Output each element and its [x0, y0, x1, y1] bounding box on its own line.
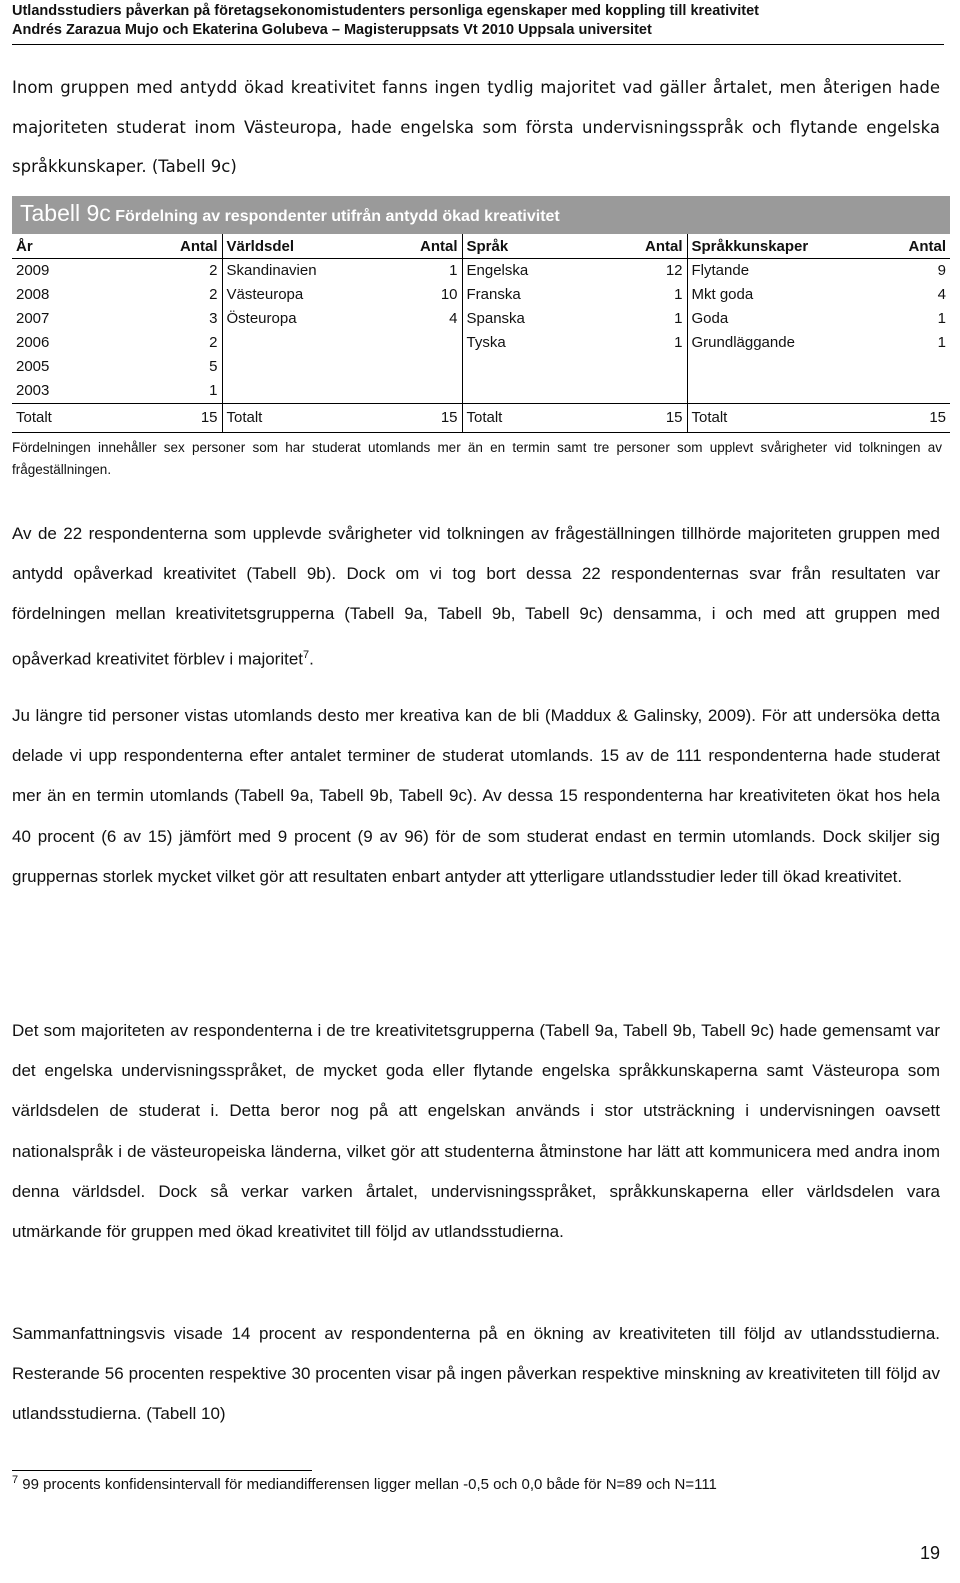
table-cell: 2006 — [16, 334, 50, 351]
header-rule — [12, 44, 944, 45]
table-cell: 9 — [937, 262, 946, 279]
table-cell: 12 — [577, 259, 687, 284]
table-cell: 1 — [577, 331, 687, 355]
total-cell: 15 — [112, 404, 222, 433]
table-cell: 2003 — [16, 382, 50, 399]
total-cell: Totalt — [12, 404, 112, 433]
col-header: Världsdel — [222, 234, 352, 259]
table-cell — [352, 379, 462, 404]
table-cell — [222, 379, 352, 404]
table-cell: 1 — [577, 307, 687, 331]
total-cell: 15 — [352, 404, 462, 433]
table-cell: 1 — [352, 259, 462, 284]
footnote — [12, 1474, 717, 1493]
table-cell: Engelska — [466, 262, 529, 279]
table-cell: Mkt goda — [691, 286, 754, 303]
paragraph-end: . — [309, 649, 314, 669]
table-cell: 2007 — [16, 310, 50, 327]
table-note: Fördelningen innehåller sex personer som har studerat utomlands mer än en termin samt tre personer som upplevt svårigheter vid tolkningen av frågeställningen. — [12, 440, 942, 477]
footnote-separator — [12, 1470, 312, 1471]
table-cell: 2009 — [16, 262, 50, 279]
col-header: Språk — [462, 234, 577, 259]
table-row — [12, 379, 950, 404]
table-cell: 10 — [352, 283, 462, 307]
table-cell — [352, 355, 462, 379]
table-title-bar — [12, 196, 950, 234]
table-cell: Grundläggande — [691, 334, 795, 351]
footnote-number: 7 — [12, 1474, 19, 1486]
table-cell: 5 — [112, 355, 222, 379]
page-number: 19 — [919, 1543, 940, 1563]
table-row — [12, 259, 950, 284]
total-cell: Totalt — [462, 404, 577, 433]
table-total-row — [12, 404, 950, 433]
header-title: Utlandsstudiers påverkan på företagsekonomistudenters personliga egenskaper med koppling till kreativitet — [12, 3, 759, 19]
table-cell: Flytande — [691, 262, 750, 279]
distribution-table — [12, 234, 950, 433]
table-cell — [222, 331, 352, 355]
table-title-label: Tabell 9c — [20, 200, 111, 226]
table-cell: 2 — [112, 331, 222, 355]
col-header: Antal — [352, 234, 462, 259]
paragraph-summary: Sammanfattningsvis visade 14 procent av respondenterna på en ökning av kreativiteten till följd av utlandsstudierna. Resterande 56 procenten respektive 30 procenten visar på ingen påverkan respektive minskning av kreativiteten till följd av utlandsstudierna. (Tabell 10) — [12, 1324, 940, 1424]
table-row — [12, 331, 950, 355]
table-cell: 1 — [937, 334, 946, 351]
total-cell: 15 — [577, 404, 687, 433]
table-cell: 1 — [577, 283, 687, 307]
table-cell — [577, 355, 687, 379]
table-title-text: Fördelning av respondenter utifrån antydd ökad kreativitet — [115, 208, 560, 225]
col-header: Antal — [112, 234, 222, 259]
paragraph-common-traits: Det som majoriteten av respondenterna i de tre kreativitetsgrupperna (Tabell 9a, Tabell 9b, Tabell 9c) hade gemensamt var det engelska undervisningsspråket, de mycket goda eller flytande engelska språkkunskaperna samt Västeuropa som världsdelen de studerat i. Detta beror nog på att engelskan används i stor utsträckning i undervisningen oavsett nationalspråk i de västeuropeiska länderna, vilket gör att studenterna åtminstone har lätt att kommunicera med andra inom denna världsdel. Dock så verkar varken årtalet, undervisningsspråket, språkkunskaperna eller världsdelen vara utmärkande för gruppen med ökad kreativitet till följd av utlandsstudierna. — [12, 1021, 940, 1242]
table-cell: 2 — [112, 283, 222, 307]
table-cell: 1 — [112, 379, 222, 404]
table-cell: 2005 — [16, 358, 50, 375]
table-cell: 4 — [352, 307, 462, 331]
col-header: Antal — [577, 234, 687, 259]
table-row — [12, 355, 950, 379]
table-cell: Franska — [466, 286, 521, 303]
table-cell: Skandinavien — [226, 262, 317, 279]
col-header: Antal — [837, 234, 950, 259]
table-cell: 3 — [112, 307, 222, 331]
table-cell — [462, 355, 577, 379]
table-cell — [352, 331, 462, 355]
table-cell: Västeuropa — [226, 286, 304, 303]
table-cell: Spanska — [466, 310, 525, 327]
running-header — [12, 2, 942, 40]
paragraph-time-abroad: Ju längre tid personer vistas utomlands desto mer kreativa kan de bli (Maddux & Galinsky, 2009). För att undersöka detta delade vi upp respondenterna efter antalet terminer de studerat utomlands. 15 av de 111 respondenterna hade studerat mer än en termin utomlands (Tabell 9a, Tabell 9b, Tabell 9c). Av dessa 15 respondenterna har kreativiteten ökat hos hela 40 procent (6 av 15) jämfört med 9 procent (9 av 96) för de som studerat endast en termin utomlands. Dock skiljer sig gruppernas storlek mycket vilket gör att resultaten enbart antyder att ytterligare utlandsstudier leder till ökad kreativitet. — [12, 706, 940, 886]
header-authors: Andrés Zarazua Mujo och Ekaterina Golubeva – Magisteruppsats Vt 2010 Uppsala universitet — [12, 22, 652, 38]
total-cell: Totalt — [222, 404, 352, 433]
total-cell: 15 — [837, 404, 950, 433]
table-cell — [462, 379, 577, 404]
table-cell — [687, 355, 837, 379]
intro-paragraph: Inom gruppen med antydd ökad kreativitet fanns ingen tydlig majoritet vad gäller årtalet, men återigen hade majoriteten studerat inom Västeuropa, hade engelska som första undervisningsspråk och flytande engelska språkkunskaper. (Tabell 9c) — [12, 78, 940, 176]
table-cell — [577, 379, 687, 404]
table-row — [12, 307, 950, 331]
table-cell: Tyska — [466, 334, 506, 351]
table-cell: 4 — [937, 286, 946, 303]
table-cell: 2008 — [16, 286, 50, 303]
table-cell: Östeuropa — [226, 310, 297, 327]
table-header-row — [12, 234, 950, 259]
table-cell: 2 — [112, 259, 222, 284]
footnote-text: 99 procents konfidensintervall för mediandifferensen ligger mellan -0,5 och 0,0 både för N=89 och N=111 — [22, 1476, 717, 1493]
table-cell: 1 — [937, 310, 946, 327]
total-cell: Totalt — [687, 404, 837, 433]
table-cell: Goda — [691, 310, 729, 327]
col-header: Språkkunskaper — [687, 234, 837, 259]
footnote-reference: 7 — [303, 648, 310, 661]
paragraph-respondents-difficulties — [12, 514, 940, 679]
table-row — [12, 283, 950, 307]
table-cell — [837, 379, 950, 404]
table-cell — [222, 355, 352, 379]
paragraph-text: Av de 22 respondenterna som upplevde svårigheter vid tolkningen av frågeställningen tillhörde majoriteten gruppen med antydd opåverkad kreativitet (Tabell 9b). Dock om vi tog bort dessa 22 respondenternas svar från resultaten var fördelningen mellan kreativitetsgrupperna (Tabell 9a, Tabell 9b, Tabell 9c) densamma, i och med att gruppen med opåverkad kreativitet förblev i majoritet — [12, 524, 940, 669]
table-cell — [687, 379, 837, 404]
table-cell — [837, 355, 950, 379]
col-header: År — [12, 234, 112, 259]
